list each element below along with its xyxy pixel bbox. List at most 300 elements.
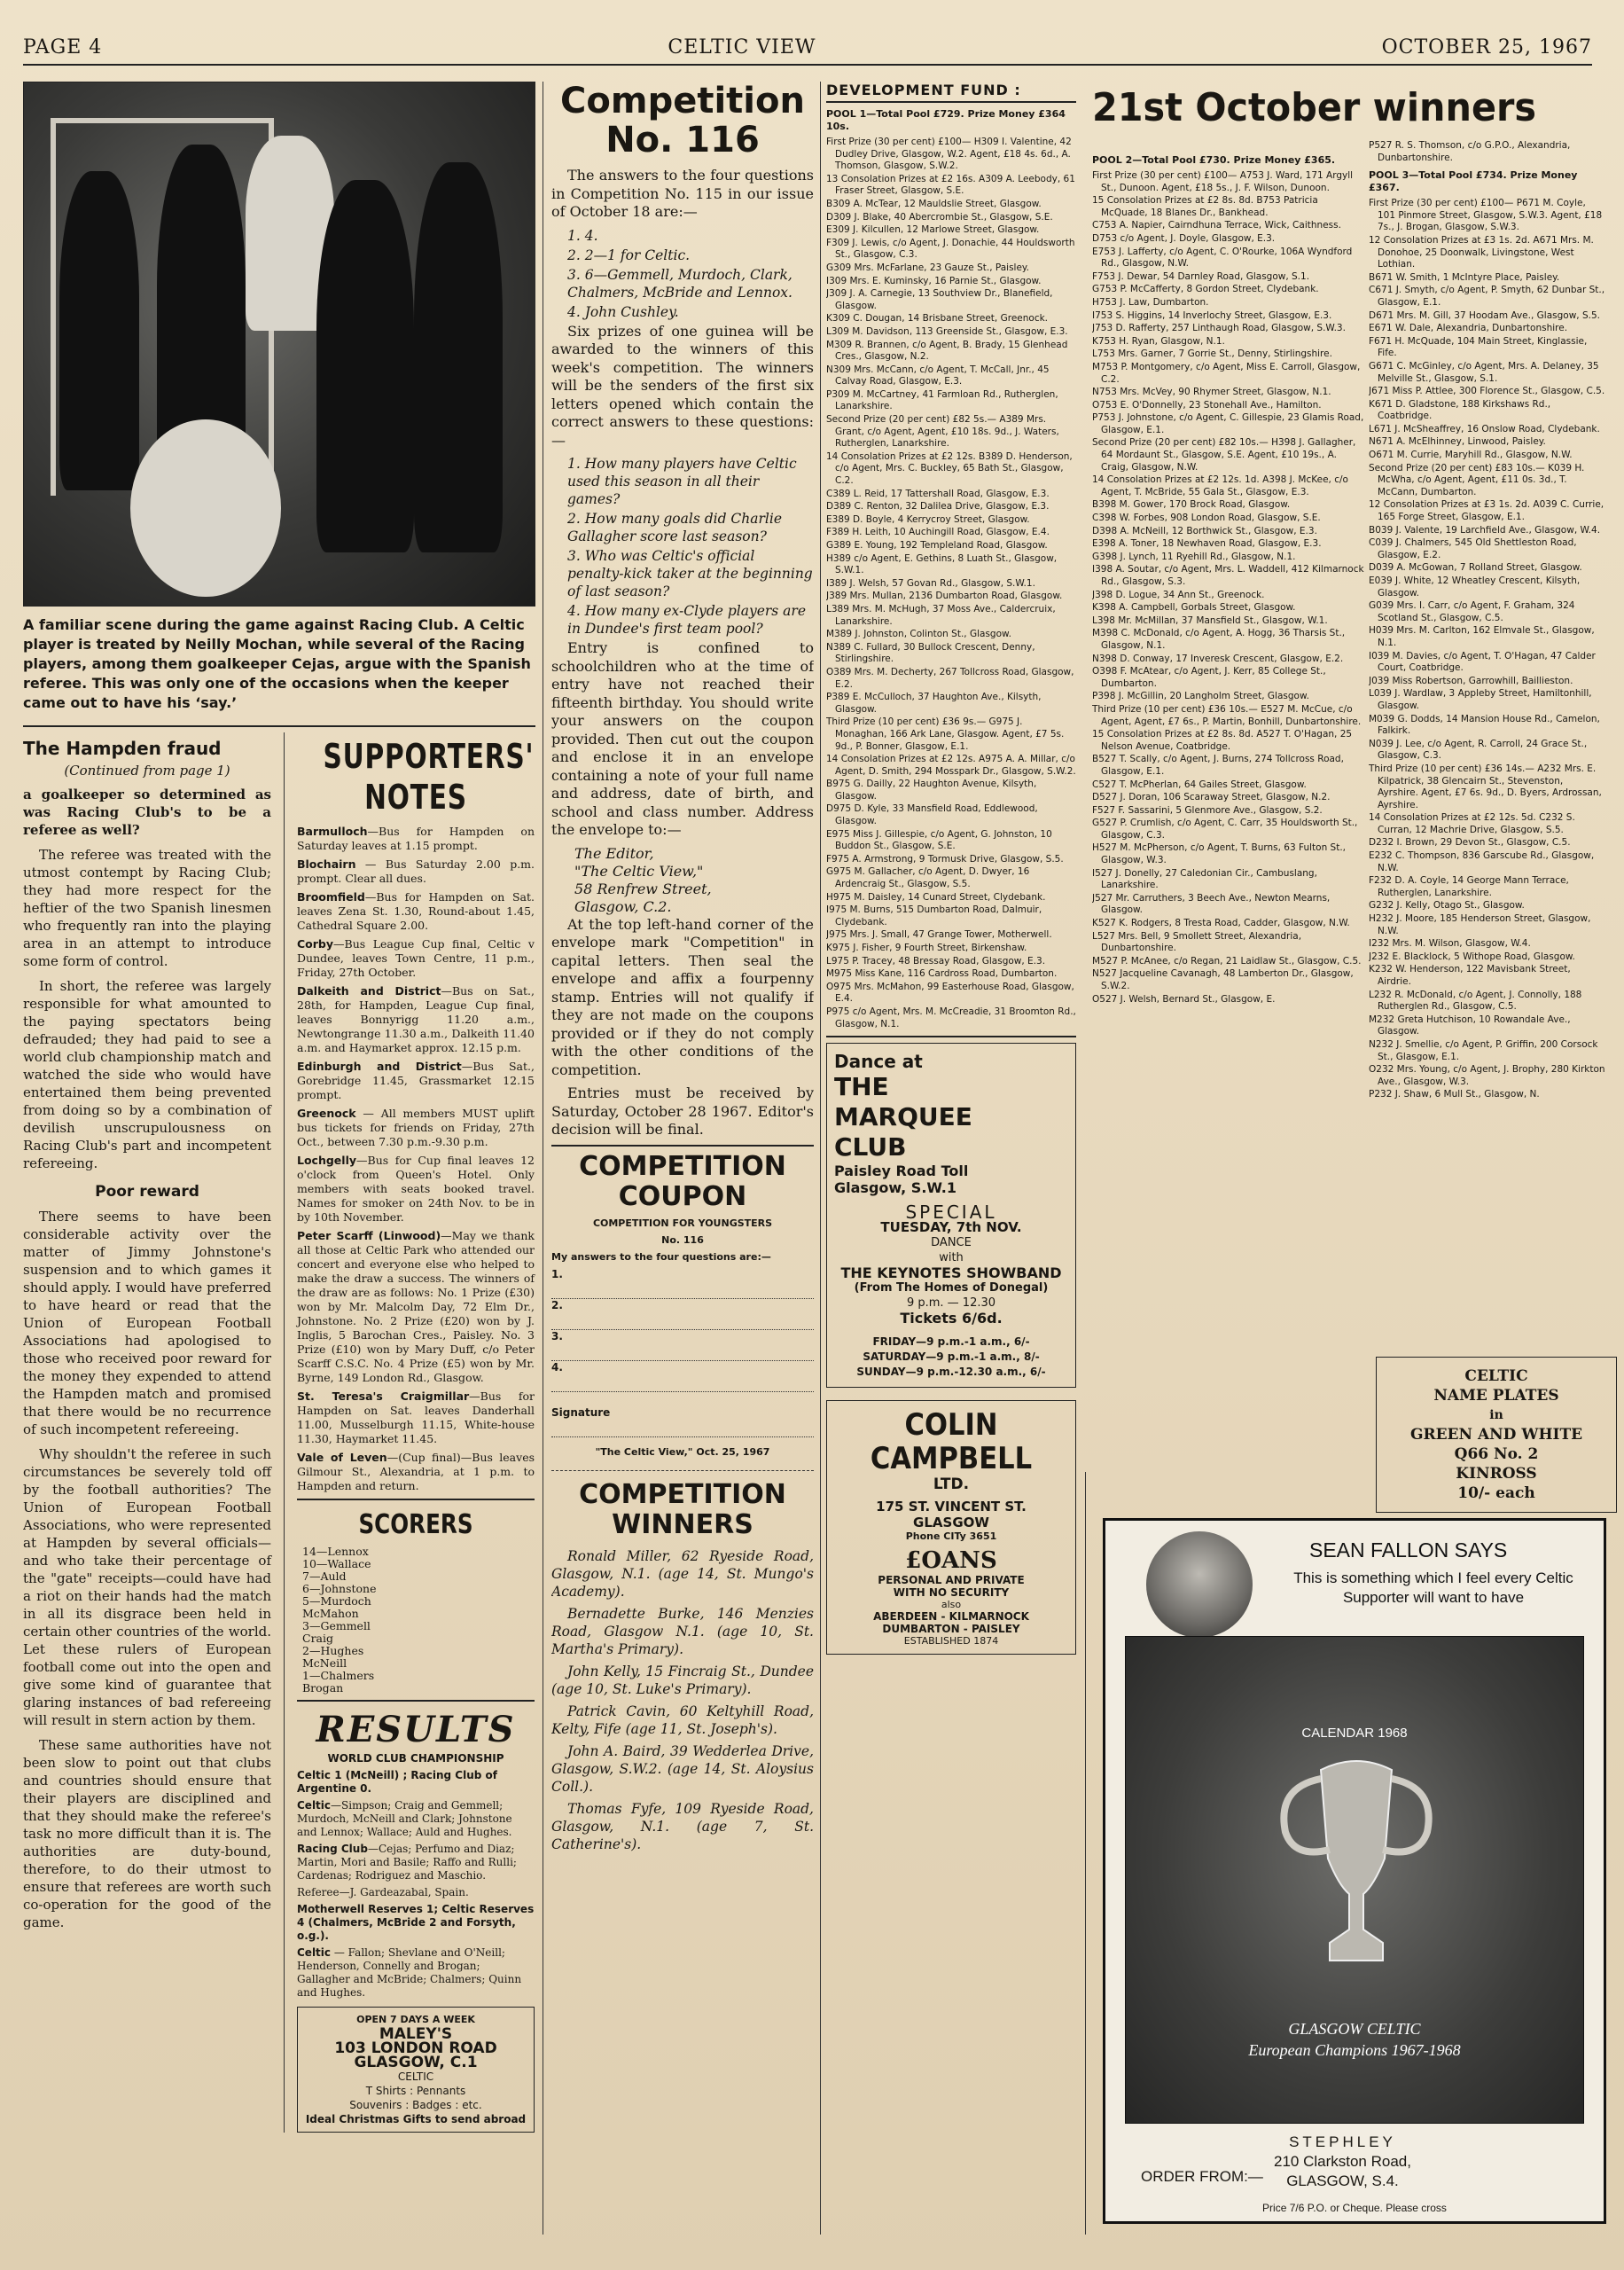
winner-entry: L975 P. Tracey, 48 Bressay Road, Glasgow, E.3. xyxy=(826,955,1046,967)
question-item: 2. How many goals did Charlie Gallagher score last season? xyxy=(567,511,783,544)
winner-entry: D309 J. Blake, 40 Abercrombie St., Glasgow, S.E. xyxy=(826,211,1053,223)
winner-entry: M389 J. Johnston, Colinton St., Glasgow. xyxy=(826,629,1011,640)
winner-entry: P232 J. Shaw, 6 Mull St., Glasgow, N. xyxy=(1369,1089,1540,1100)
note-text: —Bus for Cup final leaves 12 o'clock from Queen's Hotel. Only members with seats booked travel. Names for smoker on 24th Nov. to be in by 10th November. xyxy=(297,1154,535,1224)
advert-text: ABERDEEN - KILMARNOCK xyxy=(873,1610,1029,1624)
winner-entry: L671 J. McSheaffrey, 16 Onslow Road, Clydebank. xyxy=(1369,423,1600,434)
note-text: —Bus for Hampden on Sat. leaves Danderhall 11.00, Musselburgh 11.15, White-house 11.30, Haymarket 11.45. xyxy=(297,1389,535,1445)
winner-entry: L527 Mrs. Bell, 9 Smollett Street, Alexandria, Dunbartonshire. xyxy=(1092,930,1302,954)
winner-entry: D975 D. Kyle, 33 Mansfield Road, Eddlewood, Glasgow. xyxy=(826,803,1038,827)
order-label: ORDER FROM:— xyxy=(1141,2168,1263,2185)
marquee-dance-advert xyxy=(826,1043,1076,1388)
pool-one-list xyxy=(826,137,1076,1030)
note-text: —May we thank all those at Celtic Park who attended our concert and everyone else who helped to make the draw a success. The winners of the draw are as follows: No. 1 Prize (£30) won by Mr. Malcolm Day, 72 Elm Dr., Johnstone. No. 2 Prize (£20) won by J. Inglis, 5 Barochan Cres., Paisley. No. 3 Prize (£10) won by Mary Duff, c/o Peter Scarff C.S.C. No. 4 Prize (£5) won by Mr. Byrne, 149 London Rd., Glasgow. xyxy=(297,1229,535,1384)
page-header xyxy=(23,27,1592,66)
winner-entry: 14 Consolation Prizes at £2 12s. 5d. C232 S. Curran, 12 Machrie Drive, Glasgow, S.5. xyxy=(1369,812,1575,835)
coupon-subtitle: COMPETITION FOR YOUNGSTERS xyxy=(592,1217,773,1229)
advert-schedule: FRIDAY—9 p.m.-1 a.m., 6/- xyxy=(872,1335,1030,1349)
competition-winner: Ronald Miller, 62 Ryeside Road, Glasgow, N.1. (age 14, St. Mungo's Academy). xyxy=(551,1547,814,1600)
note-text: —(Cup final)—Bus leaves Gilmour St., Alexandria, at 1 p.m. to Hampden and return. xyxy=(297,1451,535,1492)
winner-entry: P389 E. McCulloch, 37 Haughton Ave., Kilsyth, Glasgow. xyxy=(826,692,1042,715)
winner-entry: H975 M. Daisley, 14 Cunard Street, Clydebank. xyxy=(826,891,1046,903)
sidebar-notes xyxy=(297,732,535,2133)
winner-entry: N232 J. Smellie, c/o Agent, P. Griffin, 200 Corsock St., Glasgow, E.1. xyxy=(1369,1038,1598,1062)
result-entry xyxy=(297,1886,535,1899)
article-paragraph: Why shouldn't the referee in such circumstances be severely told off by the football authorities? The Union of European Football Associations, who were represented at Hampden by several officials—and who take their percentage of the "gate" receipts—could have had a riot on their hands had the match in all its disgrace been held in certain other countries of the world. Let these rulers of European football come out into the open and give some kind of guarantee that glaring instances of bad refereeing will result in stern action by them. xyxy=(23,1446,271,1728)
scorer-entry: 3—Gemmell xyxy=(302,1619,371,1632)
advert-address: 103 LONDON ROAD xyxy=(334,2039,497,2057)
winner-entry: D232 I. Brown, 29 Devon St., Glasgow, C.5. xyxy=(1369,837,1571,849)
scorer-entry: 6—Johnstone xyxy=(302,1582,377,1595)
winner-entry: J671 Miss P. Attlee, 300 Florence St., Glasgow, C.5. xyxy=(1369,386,1605,397)
winner-entry: B975 G. Dailly, 22 Haughton Avenue, Kilsyth, Glasgow. xyxy=(826,779,1037,802)
competition-intro: The answers to the four questions in Competition No. 115 in our issue of October 18 are:— xyxy=(551,167,814,220)
note-bold: Celtic 1 (McNeill) ; Racing Club of Argentine 0. xyxy=(297,1769,497,1795)
winner-entry: 15 Consolation Prizes at £2 8s. 8d. A527 T. O'Hagan, 25 Nelson Avenue, Coatbridge. xyxy=(1092,729,1353,752)
winner-entry: P753 J. Johnstone, c/o Agent, C. Gillespie, 23 Glamis Road, Glasgow, E.1. xyxy=(1092,412,1364,435)
supporters-note xyxy=(297,937,535,980)
scorer-entry: Craig xyxy=(302,1632,333,1645)
article-paragraph: There seems to have been considerable activity over the matter of Jimmy Johnstone's suspension and to which games it should apply. I would have preferred to have heard or read that the Union of European Football Associations had apologised to those who received poor reward for the money they expended to attend the Hampden match and promised that there would be no recurrence of such incompetent refereeing. xyxy=(23,1209,271,1437)
result-entry xyxy=(297,1946,535,2000)
winner-entry: K309 C. Dougan, 14 Brisbane Street, Greenock. xyxy=(826,313,1049,325)
winner-entry: J975 Mrs. J. Small, 47 Grange Tower, Motherwell. xyxy=(826,929,1052,941)
winner-entry: D753 c/o Agent, J. Doyle, Glasgow, E.3. xyxy=(1092,232,1276,244)
signature-line: Signature xyxy=(551,1406,814,1437)
scorer-entry: 5—Murdoch xyxy=(302,1594,371,1608)
advert-band: THE KEYNOTES SHOWBAND xyxy=(840,1264,1062,1282)
article-subheading: Poor reward xyxy=(95,1183,199,1201)
advert-text: CELTIC xyxy=(397,2070,434,2083)
address-line: Glasgow, C.2. xyxy=(574,897,672,915)
note-bold: Blochairn xyxy=(297,857,356,871)
winner-entry: G398 J. Lynch, 11 Ryehill Rd., Glasgow, N.1. xyxy=(1092,551,1296,562)
note-text: —Bus on Sat., 28th, for Hampden, League Cup final, leaves Bonnyrigg 11.20 a.m., Newtongrange 11.30 a.m., Dalkeith 11.40 a.m. and Haymarket approx. 12.15 p.m. xyxy=(297,984,535,1054)
winner-entry: M398 C. McDonald, c/o Agent, A. Hogg, 36 Tharsis St., Glasgow, N.1. xyxy=(1092,628,1346,651)
winner-entry: C389 L. Reid, 17 Tattershall Road, Glasgow, E.3. xyxy=(826,488,1050,499)
winner-entry: J309 J. A. Carnegie, 13 Southview Dr., Blanefield, Glasgow. xyxy=(826,288,1053,311)
supporters-note xyxy=(297,1389,535,1446)
page-number: PAGE 4 xyxy=(23,36,103,59)
results-title: RESULTS xyxy=(316,1709,516,1750)
winner-entry: P527 R. S. Thomson, c/o G.P.O., Alexandria, Dunbartonshire. xyxy=(1369,140,1571,163)
note-text: — Fallon; Shevlane and O'Neill; Henderson, Connelly and Brogan; Gallagher and McBride; Chalmers; Quinn and Hughes. xyxy=(297,1946,522,1999)
winner-entry: G753 P. McCafferty, 8 Gordon Street, Clydebank. xyxy=(1092,284,1319,295)
coupon xyxy=(551,1152,814,1471)
competition-paragraph: Six prizes of one guinea will be awarded to the winners of this week's competition. The winners will be the senders of the first six letters opened which contain the correct answers to these questions:— xyxy=(551,322,814,449)
column-rule xyxy=(820,82,821,2235)
player-figure xyxy=(59,171,139,490)
coupon-answers-label: My answers to the four questions are:— xyxy=(551,1250,771,1263)
note-bold: St. Teresa's Craigmillar xyxy=(297,1389,470,1403)
advert-text: CELTIC xyxy=(1464,1367,1528,1385)
address-line: 58 Renfrew Street, xyxy=(574,880,712,897)
winner-entry: G389 E. Young, 192 Templeland Road, Glasgow. xyxy=(826,540,1048,551)
advert-text: This is something which I feel every Celtic Supporter will want to have xyxy=(1293,1569,1573,1606)
winner-entry: J232 E. Blacklock, 5 Withope Road, Glasgow. xyxy=(1369,951,1575,962)
winner-entry: N753 Mrs. McVey, 90 Rhymer Street, Glasgow, N.1. xyxy=(1092,387,1331,398)
note-bold: Barmulloch xyxy=(297,825,368,838)
winner-entry: Third Prize (10 per cent) £36 10s.— E527 M. McCue, c/o Agent, Agent, £7 6s., P. Martin, Bonhill, Dunbartonshire. xyxy=(1092,703,1362,727)
winner-entry: 14 Consolation Prizes at £2 12s. A975 A. A. Millar, c/o Agent, D. Smith, 294 Mosspark Dr., Glasgow, S.W.2. xyxy=(826,754,1076,777)
note-bold: Corby xyxy=(297,937,334,951)
note-text: —Simpson; Craig and Gemmell; Murdoch, McNeill and Clark; Johnstone and Lennox; Wallace; Auld and Hughes. xyxy=(297,1799,512,1838)
winner-entry: L398 Mr. McMillan, 37 Mansfield St., Glasgow, W.1. xyxy=(1092,614,1328,626)
supporters-note xyxy=(297,890,535,933)
coupon-title: COMPETITION COUPON xyxy=(579,1150,786,1212)
winner-entry: H039 Mrs. M. Carlton, 162 Elmvale St., Glasgow, N.1. xyxy=(1369,625,1595,648)
winner-entry: 12 Consolation Prizes at £3 1s. 2d. A671 Mrs. M. Donohoe, 25 Doonwalk, Livingstone, West Lothian. xyxy=(1369,234,1594,270)
article-paragraph: The referee was treated with the utmost contempt by Racing Club; they had more respect for the heftier of the two Spanish linesmen who frequently ran into the playing area in an attempt to introduce some form of control. xyxy=(23,847,271,969)
advert-text: DANCE xyxy=(931,1236,972,1250)
note-bold: Celtic xyxy=(297,1799,332,1812)
winner-entry: L389 Mrs. M. McHugh, 37 Moss Ave., Caldercruix, Lanarkshire. xyxy=(826,603,1056,627)
answer-item: 1. 4. xyxy=(567,227,598,244)
competition-winner: Thomas Fyfe, 109 Ryeside Road, Glasgow, N.1. (age 7, St. Catherine's). xyxy=(551,1800,814,1852)
winner-entry: D039 A. McGowan, 7 Rolland Street, Glasgow. xyxy=(1369,562,1582,574)
winner-entry: C527 T. McPherlan, 64 Gailes Street, Glasgow. xyxy=(1092,779,1307,790)
answer-item: 4. John Cushley. xyxy=(567,303,679,320)
winner-entry: O389 Mrs. M. Decherty, 267 Tollcross Road, Glasgow, E.2. xyxy=(826,666,1074,690)
winner-entry: G671 C. McGinley, c/o Agent, Mrs. A. Delaney, 35 Melville St., Glasgow, S.1. xyxy=(1369,360,1599,384)
winner-entry: I527 J. Donelly, 27 Caledonian Cir., Cambuslang, Lanarkshire. xyxy=(1092,867,1317,891)
advert-text: DUMBARTON - PAISLEY xyxy=(882,1623,1020,1636)
advert-time: 9 p.m. — 12.30 xyxy=(906,1296,996,1311)
note-text: —Bus for Hampden on Saturday leaves at 1.15 prompt. xyxy=(297,825,535,852)
winner-entry: F671 H. McQuade, 104 Main Street, Kinglassie, Fife. xyxy=(1369,335,1588,359)
winner-entry: N389 C. Fullard, 30 Bullock Crescent, Denny, Stirlingshire. xyxy=(826,641,1035,665)
advert-address: Q66 No. 2 xyxy=(1454,1445,1539,1463)
winner-entry: D389 C. Renton, 32 Dalilea Drive, Glasgow, E.3. xyxy=(826,501,1050,513)
winner-entry: B398 M. Gower, 170 Brock Road, Glasgow. xyxy=(1092,499,1291,511)
advert-schedule: SATURDAY—9 p.m.-1 a.m., 8/- xyxy=(863,1350,1040,1364)
winner-entry: K671 D. Gladstone, 188 Kirkshaws Rd., Coatbridge. xyxy=(1369,398,1551,422)
pool-heading: POOL 2—Total Pool £730. Prize Money £365. xyxy=(1092,154,1336,166)
winner-entry: K398 A. Campbell, Gorbals Street, Glasgow. xyxy=(1092,602,1296,614)
winner-entry: M975 Miss Kane, 116 Cardross Road, Dumbarton. xyxy=(826,968,1058,980)
scorer-entry: 14—Lennox xyxy=(302,1545,369,1558)
winner-entry: M527 P. McAnee, c/o Regan, 21 Laidlaw St., Glasgow, C.5. xyxy=(1092,955,1362,967)
scorer-entry: 7—Auld xyxy=(302,1569,347,1583)
winners-title: COMPETITION WINNERS xyxy=(579,1478,786,1540)
column-rule xyxy=(284,732,285,2133)
advert-title: COLIN xyxy=(904,1407,998,1444)
supporters-note xyxy=(297,1451,535,1493)
scorer-entry: McNeill xyxy=(302,1656,347,1670)
supporters-note xyxy=(297,1154,535,1225)
calendar-label: CALENDAR 1968 xyxy=(1301,1726,1408,1741)
winner-entry: F309 J. Lewis, c/o Agent, J. Donachie, 44 Houldsworth St., Glasgow, C.3. xyxy=(826,237,1075,261)
winner-entry: First Prize (30 per cent) £100— H309 I. Valentine, 42 Dudley Drive, Glasgow, W.2. Agent, £18 4s. 6d., A. Thomson, Glasgow, S.W.2. xyxy=(826,137,1072,172)
winner-entry: N309 Mrs. McCann, c/o Agent, T. McCall, Jnr., 45 Calvay Road, Glasgow, E.3. xyxy=(826,364,1050,387)
winners-headline: 21st October winners xyxy=(1092,85,1537,130)
pool-heading: POOL 1—Total Pool £729. Prize Money £364 10s. xyxy=(826,108,1066,132)
article-title: The Hampden fraud xyxy=(23,738,222,759)
winner-entry: E671 W. Dale, Alexandria, Dunbartonshire. xyxy=(1369,323,1568,334)
advert-text: (From The Homes of Donegal) xyxy=(854,1281,1049,1295)
winner-entry: Third Prize (10 per cent) £36 9s.— G975 J. Monaghan, 166 Ark Lane, Glasgow. Agent, £7 5s. 9d., P. Bonner, Glasgow, E.1. xyxy=(826,716,1065,752)
winner-entry: L039 J. Wardlaw, 3 Appleby Street, Hamiltonhill, Glasgow. xyxy=(1369,688,1592,711)
advert-text: Dance at xyxy=(834,1051,923,1073)
winner-entry: I398 A. Soutar, c/o Agent, Mrs. L. Waddell, 412 Kilmarnock Rd., Glasgow, S.3. xyxy=(1092,564,1364,587)
supporters-notes-list xyxy=(297,825,535,1493)
winner-entry: J398 D. Logue, 34 Ann St., Greenock. xyxy=(1092,589,1265,600)
scorer-entry: 10—Wallace xyxy=(302,1557,371,1570)
column-four xyxy=(1092,149,1366,1472)
result-entry xyxy=(297,1843,535,1883)
masthead: CELTIC VIEW xyxy=(668,36,816,59)
answer-item: 2. 2—1 for Celtic. xyxy=(567,247,691,263)
scorers-title: SCORERS xyxy=(358,1509,473,1540)
winner-entry: Second Prize (20 per cent) £82 5s.— A389 Mrs. Grant, c/o Agent, Agent, £10 18s. 9d., J. Waters, Rutherglen, Lanarkshire. xyxy=(826,414,1059,450)
winner-entry: H527 M. McPherson, c/o Agent, T. Burns, 63 Fulton St., Glasgow, W.3. xyxy=(1092,842,1347,866)
match-photo xyxy=(23,82,535,607)
winner-entry: First Prize (30 per cent) £100— A753 J. Ward, 171 Argyll St., Dunoon. Agent, £18 5s., J. F. Wilson, Dunoon. xyxy=(1092,170,1354,193)
winner-entry: K975 J. Fisher, 9 Fourth Street, Birkenshaw. xyxy=(826,943,1027,953)
winner-entry: P398 J. McGillin, 20 Langholm Street, Glasgow. xyxy=(1092,691,1309,702)
calendar-advert xyxy=(1103,1518,1606,2224)
advert-text: with xyxy=(939,1251,964,1265)
divider xyxy=(826,1036,1076,1037)
advert-address: Paisley Road Toll xyxy=(834,1162,969,1180)
divider xyxy=(297,1499,535,1500)
advert-title: SEAN FALLON SAYS xyxy=(1309,1538,1508,1562)
winner-entry: I975 M. Burns, 515 Dumbarton Road, Dalmuir, Clydebank. xyxy=(826,904,1042,928)
winner-entry: E039 J. White, 12 Wheatley Crescent, Kilsyth, Glasgow. xyxy=(1369,575,1581,599)
winner-entry: E398 A. Toner, 18 Newhaven Road, Glasgow, E.3. xyxy=(1092,538,1322,550)
questions-list xyxy=(551,455,814,638)
calendar-caption: GLASGOW CELTIC European Champions 1967-1968 xyxy=(1248,2020,1461,2059)
advert-address: Glasgow, S.W.1 xyxy=(834,1179,956,1197)
competition-winner: John A. Baird, 39 Wedderlea Drive, Glasgow, S.W.2. (age 14, St. Aloysius Coll.). xyxy=(551,1742,814,1795)
scorer-entry: McMahon xyxy=(302,1607,359,1620)
competition-paragraph: Entry is confined to schoolchildren who at the time of entry have not reached their fifteenth birthday. You should write your answers on the coupon provided. Then cut out the coupon and enclose it in an envelope containing a note of your full name and address, date of birth, and school and class number. Address the envelope to:— xyxy=(551,639,814,838)
winner-entry: O975 Mrs. McMahon, 99 Easterhouse Road, Glasgow, E.4. xyxy=(826,981,1074,1005)
winner-entry: E309 J. Kilcullen, 12 Marlowe Street, Glasgow. xyxy=(826,224,1040,236)
note-bold: Greenock xyxy=(297,1107,356,1120)
note-text: —Bus League Cup final, Celtic v Dundee, leaves Town Centre, 11 p.m., Friday, 27th October. xyxy=(297,937,535,979)
winner-entry: C671 J. Smyth, c/o Agent, P. Smyth, 62 Dunbar St., Glasgow, E.1. xyxy=(1369,285,1605,308)
winner-entry: O527 J. Welsh, Bernard St., Glasgow, E. xyxy=(1092,993,1276,1005)
winner-entry: M039 G. Dodds, 14 Mansion House Rd., Camelon, Falkirk. xyxy=(1369,713,1600,737)
result-entry xyxy=(297,1799,535,1839)
winner-entry: First Prize (30 per cent) £100— P671 M. Coyle, 101 Pinmore Street, Glasgow, S.W.3. Agent, £18 7s., J. Brogan, Glasgow, S.W.3. xyxy=(1369,198,1603,233)
address-line: "The Celtic View," xyxy=(574,862,704,880)
advert-title: CLUB xyxy=(834,1132,907,1162)
editor-address xyxy=(551,845,814,916)
winners-list xyxy=(551,1547,814,1853)
competition-title: Competition No. 116 xyxy=(560,82,805,160)
winner-entry: N671 A. McElhinney, Linwood, Paisley. xyxy=(1369,436,1546,448)
note-bold: Vale of Leven xyxy=(297,1451,387,1464)
note-text: —Bus for Hampden on Sat. leaves Zena St. 1.30, Round-about 1.45, Cathedral Square 2.00. xyxy=(297,890,535,932)
winner-entry: N398 D. Conway, 17 Inveresk Crescent, Glasgow, E.2. xyxy=(1092,653,1344,664)
advert-date: TUESDAY, 7th NOV. xyxy=(880,1219,1022,1236)
winner-entry: G527 P. Crumlish, c/o Agent, C. Carr, 35 Houldsworth St., Glasgow, C.3. xyxy=(1092,818,1358,841)
advert-text: PERSONAL AND PRIVATE xyxy=(878,1574,1025,1587)
winner-entry: Second Prize (20 per cent) £82 10s.— H398 J. Gallagher, 64 Mordaunt St., Glasgow, S.E. Agent, £10 19s., A. Craig, Glasgow, N.W. xyxy=(1092,437,1356,473)
winner-entry: 13 Consolation Prizes at £2 16s. A309 A. Leebody, 61 Fraser Street, Glasgow, S.E. xyxy=(826,173,1075,197)
issue-date: OCTOBER 25, 1967 xyxy=(1381,36,1592,59)
winner-entry: D527 J. Doran, 106 Scaraway Street, Glasgow, N.2. xyxy=(1092,792,1331,803)
player-figure xyxy=(316,180,414,552)
injured-player xyxy=(130,419,281,597)
winner-entry: I753 S. Higgins, 14 Inverlochy Street, Glasgow, E.3. xyxy=(1092,309,1332,321)
winner-entry: C039 J. Chalmers, 545 Old Shettleston Road, Glasgow, E.2. xyxy=(1369,537,1577,560)
winner-entry: B527 T. Scally, c/o Agent, J. Burns, 274 Tollcross Road, Glasgow, E.1. xyxy=(1092,754,1344,777)
winner-entry: F753 J. Dewar, 54 Darnley Road, Glasgow, S.1. xyxy=(1092,270,1310,282)
note-bold: Motherwell Reserves 1; Celtic Reserves 4 (Chalmers, McBride 2 and Forsyth, o.g.). xyxy=(297,1903,535,1942)
advert-text: Souvenirs : Badges : etc. xyxy=(349,2099,482,2111)
goalkeeper-figure xyxy=(414,162,503,552)
pool-heading: POOL 3—Total Pool £734. Prize Money £367. xyxy=(1369,169,1578,194)
winner-entry: O232 Mrs. Young, c/o Agent, J. Brophy, 280 Kirkton Ave., Glasgow, W.3. xyxy=(1369,1064,1605,1087)
winner-entry: Second Prize (20 per cent) £83 10s.— K039 H. McWha, c/o Agent, Agent, £11 0s. 3d., T. McCann, Dumbarton. xyxy=(1369,462,1585,497)
supporters-note xyxy=(297,857,535,886)
note-text: —Cejas; Perfumo and Diaz; Martin, Mori and Basile; Raffo and Rulli; Cardenas; Rodriguez and Maschio. xyxy=(297,1843,517,1882)
winner-entry: M232 Greta Hutchison, 10 Rowandale Ave., Glasgow. xyxy=(1369,1014,1571,1037)
winner-entry: O398 F. McAtear, c/o Agent, J. Kerr, 85 College St., Dumbarton. xyxy=(1092,666,1326,689)
advert-loans: £OANS xyxy=(905,1547,997,1575)
winner-entry: K527 K. Rodgers, 8 Tresta Road, Cadder, Glasgow, N.W. xyxy=(1092,918,1350,929)
winner-entry: M309 R. Brannen, c/o Agent, B. Brady, 15 Glenhead Cres., Glasgow, N.2. xyxy=(826,339,1068,363)
winner-entry: E975 Miss J. Gillespie, c/o Agent, G. Johnston, 10 Buddon St., Glasgow, S.E. xyxy=(826,828,1052,852)
question-item: 1. How many players have Celtic used this season in all their games? xyxy=(567,456,797,507)
note-bold: Racing Club xyxy=(297,1843,368,1855)
advert-title: NAME PLATES xyxy=(1433,1387,1559,1405)
colin-campbell-advert xyxy=(826,1400,1076,1655)
development-fund-label: DEVELOPMENT FUND : xyxy=(826,82,1076,103)
advert-address: 175 ST. VINCENT ST. xyxy=(876,1499,1027,1515)
divider xyxy=(297,1700,535,1702)
answers-list xyxy=(551,227,814,321)
winner-entry: F232 D. A. Coyle, 14 George Mann Terrace, Rutherglen, Lanarkshire. xyxy=(1369,875,1569,898)
supporters-title: SUPPORTERS' NOTES xyxy=(323,737,535,817)
advert-address: KINROSS xyxy=(1456,1465,1537,1483)
winner-entry: J753 D. Rafferty, 257 Linthaugh Road, Glasgow, S.W.3. xyxy=(1092,323,1346,334)
calendar-image xyxy=(1125,1636,1584,2124)
competition-paragraph: Entries must be received by Saturday, October 28 1967. Editor's decision will be final. xyxy=(551,1084,814,1138)
pool-two-list xyxy=(1092,170,1366,1006)
european-cup-icon xyxy=(1268,1752,1445,1983)
note-text: — All members MUST uplift bus tickets for friends on Friday, 27th Oct., between 7.30 p.m.-9.30 p.m. xyxy=(297,1107,535,1148)
winner-entry: N527 Jacqueline Cavanagh, 48 Lamberton Dr., Glasgow, S.W.2. xyxy=(1092,968,1354,991)
winner-entry: G309 Mrs. McFarlane, 23 Gauze St., Paisley. xyxy=(826,262,1029,273)
advert-phone: Phone CITy 3651 xyxy=(905,1530,997,1543)
address-line: The Editor, xyxy=(574,844,654,862)
advert-text: OPEN 7 DAYS A WEEK xyxy=(356,2014,475,2025)
column-five xyxy=(1369,140,1606,1490)
supporters-note xyxy=(297,825,535,853)
winner-entry: I309 Mrs. E. Kuminsky, 16 Parnie St., Glasgow. xyxy=(826,275,1042,286)
advert-address: GLASGOW, C.1 xyxy=(354,2054,478,2071)
winner-entry: 15 Consolation Prizes at £2 8s. 8d. B753 Patricia McQuade, 18 Blanes Dr., Bankhead. xyxy=(1092,195,1318,218)
competition-winner: John Kelly, 15 Fincraig St., Dundee (age 10, St. Luke's Primary). xyxy=(551,1663,814,1697)
scorers-list xyxy=(297,1546,535,1695)
advert-text: also xyxy=(941,1599,962,1611)
advert-text: Ideal Christmas Gifts to send abroad xyxy=(305,2113,527,2125)
column-three xyxy=(826,82,1076,2243)
results-heading: WORLD CLUB CHAMPIONSHIP xyxy=(327,1752,504,1765)
winner-entry: C753 A. Napier, Cairndhuna Terrace, Wick, Caithness. xyxy=(1092,220,1341,231)
advert-schedule: SUNDAY—9 p.m.-12.30 a.m., 6/- xyxy=(856,1366,1046,1379)
winner-entry: J527 Mr. Carruthers, 3 Beech Ave., Newton Mearns, Glasgow. xyxy=(1092,892,1331,916)
advert-price: 10/- each xyxy=(1457,1484,1535,1502)
column-rule xyxy=(1085,1472,1086,2235)
competition-winner: Patrick Cavin, 60 Keltyhill Road, Kelty, Fife (age 11, St. Joseph's). xyxy=(551,1702,814,1737)
order-address: STEPHLEY 210 Clarkston Road, GLASGOW, S.4. xyxy=(1274,2133,1411,2189)
coupon-footer: "The Celtic View," Oct. 25, 1967 xyxy=(595,1445,770,1458)
winner-entry: J039 Miss Robertson, Garrowhill, Baillieston. xyxy=(1369,675,1573,686)
supporters-note xyxy=(297,1060,535,1102)
winner-entry: G039 Mrs. I. Carr, c/o Agent, F. Graham, 324 Scotland St., Glasgow, C.5. xyxy=(1369,600,1575,623)
advert-name: MALEY'S xyxy=(379,2025,453,2043)
competition-winner: Bernadette Burke, 146 Menzies Road, Glasgow N.1. (age 10, St. Martha's Primary). xyxy=(551,1605,814,1657)
pool-three-list xyxy=(1369,198,1606,1101)
winner-entry: 14 Consolation Prizes at £2 12s. 1d. A398 J. McKee, c/o Agent, T. McBride, 55 Gala St., Glasgow, E.3. xyxy=(1092,474,1348,497)
note-bold: Peter Scarff (Linwood) xyxy=(297,1229,441,1242)
winner-entry: G975 M. Gallacher, c/o Agent, D. Dwyer, 16 Ardencraig St., Glasgow, S.5. xyxy=(826,866,1030,890)
name-plates-advert xyxy=(1376,1357,1617,1513)
note-text: — Bus Saturday 2.00 p.m. prompt. Clear all dues. xyxy=(297,857,535,885)
scorer-entry: 2—Hughes xyxy=(302,1644,364,1657)
divider xyxy=(23,725,535,727)
winner-entry: F527 F. Sassarini, 5 Glenmore Ave., Glasgow, S.2. xyxy=(1092,804,1323,816)
competition-paragraph: At the top left-hand corner of the envelope mark "Competition" in capital letters. Then seal the envelope and affix a fourpenny stamp. Entries will not qualify if they are not made on the coupons provided or if they do not comply with the other conditions of the competition. xyxy=(551,915,814,1078)
advert-title: CAMPBELL xyxy=(870,1441,1033,1477)
supporters-note xyxy=(297,1229,535,1385)
maleys-advert xyxy=(297,2007,535,2133)
winner-entry: L753 Mrs. Garner, 7 Gorrie St., Denny, Stirlingshire. xyxy=(1092,348,1332,360)
winner-entry: D671 Mrs. M. Gill, 37 Hoodam Ave., Glasgow, S.5. xyxy=(1369,309,1600,321)
supporters-note xyxy=(297,984,535,1055)
advert-established: ESTABLISHED 1874 xyxy=(903,1635,999,1648)
winner-entry: H389 c/o Agent, E. Gethins, 8 Luath St., Glasgow, S.W.1. xyxy=(826,552,1058,576)
continued-note: (Continued from page 1) xyxy=(64,763,230,779)
coupon-answer-line: 1. xyxy=(551,1268,814,1299)
article-paragraph: In short, the referee was largely responsible for what amounted to the paying spectators being defrauded; they had paid to see a world club championship match and watched the side who would have entertained them being prevented from doing so by a combination of devilish unscrupulousness on Racing Club's part and incompetent refereeing. xyxy=(23,978,271,1171)
winner-entry: B309 A. McTear, 12 Mauldslie Street, Glasgow. xyxy=(826,198,1042,209)
note-text: Referee—J. Gardeazabal, Spain. xyxy=(297,1886,469,1898)
winner-entry: Third Prize (10 per cent) £36 14s.— A232 Mrs. E. Kilpatrick, 38 Glencairn St., Stevenston, Ayrshire. Agent, £7 6s. 9d., D. Byers, Ardrossan, Ayrshire. xyxy=(1369,763,1602,810)
note-bold: Lochgelly xyxy=(297,1154,357,1167)
advert-title: MARQUEE xyxy=(834,1102,972,1132)
winner-entry: 12 Consolation Prizes at £3 1s. 2d. A039 C. Currie, 165 Forge Street, Glasgow, E.1. xyxy=(1369,499,1604,523)
winner-entry: M753 P. Montgomery, c/o Agent, Miss E. Carroll, Glasgow, C.2. xyxy=(1092,361,1361,385)
advert-special: SPECIAL xyxy=(905,1202,997,1224)
winner-entry: L309 M. Davidson, 113 Greenside St., Glasgow, E.3. xyxy=(826,325,1068,337)
winner-entry: J389 Mrs. Mullan, 2136 Dumbarton Road, Glasgow. xyxy=(826,591,1063,602)
advert-text: GREEN AND WHITE xyxy=(1409,1426,1583,1444)
results-list xyxy=(297,1769,535,2000)
scorer-entry: 1—Chalmers xyxy=(302,1669,375,1682)
winner-entry: E389 D. Boyle, 4 Kerrycroy Street, Glasgow. xyxy=(826,513,1030,525)
winner-entry: N039 J. Lee, c/o Agent, R. Carroll, 24 Grace St., Glasgow, C.3. xyxy=(1369,738,1588,762)
winner-entry: B671 W. Smith, 1 McIntyre Place, Paisley. xyxy=(1369,271,1560,283)
advert-text: WITH NO SECURITY xyxy=(893,1586,1010,1600)
coupon-answer-lines xyxy=(551,1268,814,1392)
coupon-answer-line: 3. xyxy=(551,1330,814,1361)
note-bold: Celtic xyxy=(297,1946,332,1959)
note-bold: Broomfield xyxy=(297,890,365,904)
advert-price: Tickets 6/6d. xyxy=(900,1310,1003,1327)
coupon-answer-line: 4. xyxy=(551,1361,814,1392)
winner-entry: C398 W. Forbes, 908 London Road, Glasgow, S.E. xyxy=(1092,513,1321,524)
winner-entry: H753 J. Law, Dumbarton. xyxy=(1092,296,1209,308)
coupon-answer-line: 2. xyxy=(551,1299,814,1330)
note-bold: Edinburgh and District xyxy=(297,1060,462,1073)
winner-entry: I232 Mrs. M. Wilson, Glasgow, W.4. xyxy=(1369,938,1531,950)
